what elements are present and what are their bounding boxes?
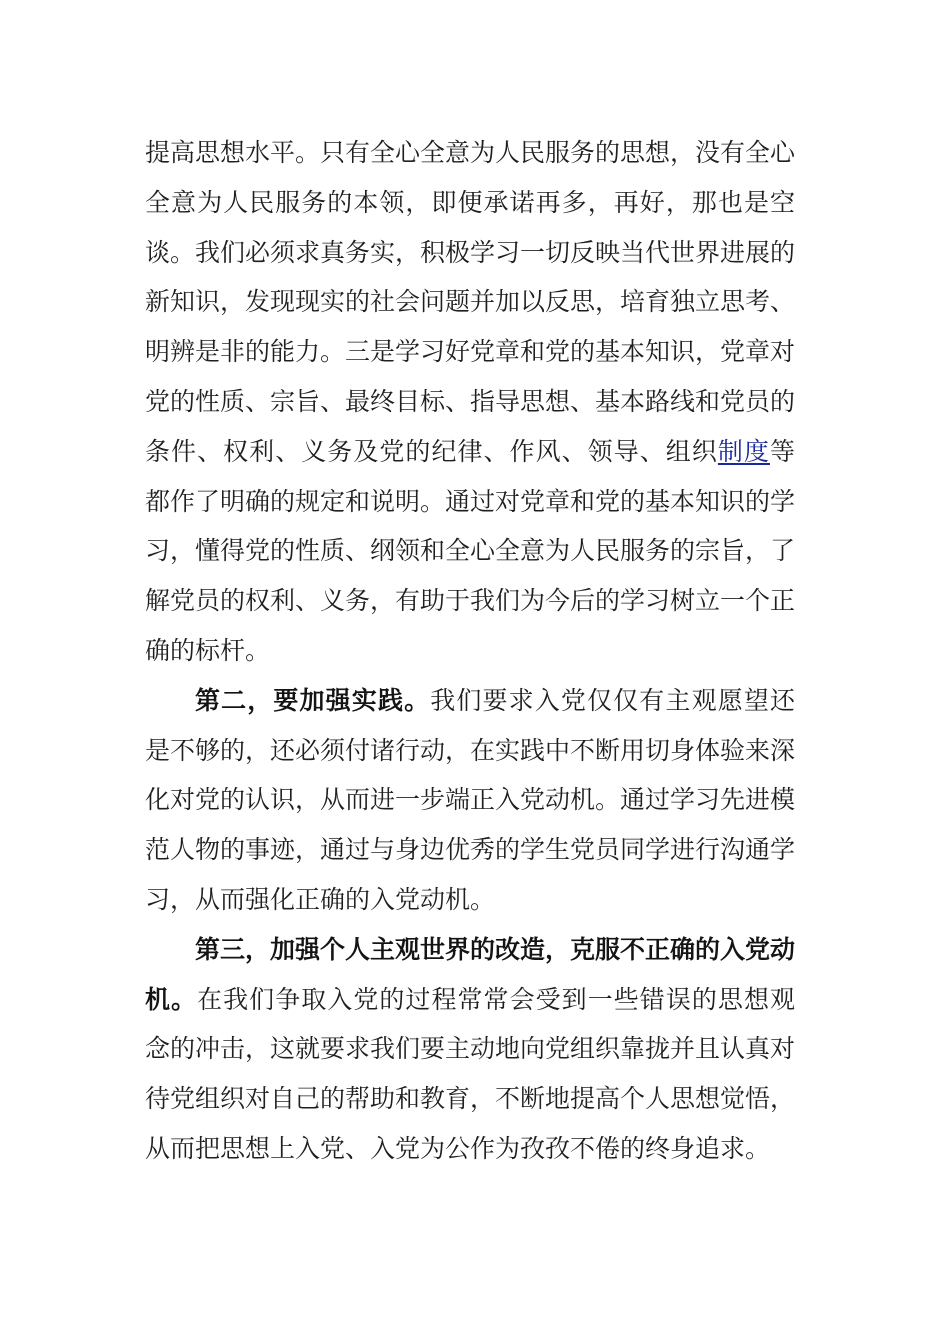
paragraph-self-improvement (145, 925, 795, 1174)
paragraph-text: 等都作了明确的规定和说明。通过对党章和党的基本知识的学习，懂得党的性质、纲领和全心全意为人民服务的宗旨，了解党员的权利、义务，有助于我们为今后的学习树立一个正确的标杆。 (145, 436, 796, 665)
paragraph-text: 我们要求入党仅仅有主观愿望还是不够的，还必须付诸行动，在实践中不断用切身体验来深化对党的认识，从而进一步端正入党动机。通过学习先进模范人物的事迹，通过与身边优秀的学生党员同学进行沟通学习，从而强化正确的入党动机。 (145, 685, 796, 914)
document-body (145, 128, 795, 1174)
paragraph-text: 提高思想水平。只有全心全意为人民服务的思想，没有全心全意为人民服务的本领，即便承诺再多，再好，那也是空谈。我们必须求真务实，积极学习一切反映当代世界进展的新知识，发现现实的社会问题并加以反思，培育独立思考、明辨是非的能力。三是学习好党章和党的基本知识，党章对党的性质、宗旨、最终目标、指导思想、基本路线和党员的条件、权利、义务及党的纪律、作风、领导、组织 (145, 138, 796, 466)
paragraph-practice (145, 676, 795, 925)
paragraph-heading: 第三，加强个人主观世界的改造，克服不正确的入党动机。 (145, 934, 796, 1014)
system-link[interactable]: 制度 (717, 436, 770, 466)
paragraph-text: 在我们争取入党的过程常常会受到一些错误的思想观念的冲击，这就要求我们要主动地向党组织靠拢并且认真对待党组织对自己的帮助和教育，不断地提高个人思想觉悟，从而把思想上入党、入党为公作为孜孜不倦的终身追求。 (145, 984, 796, 1163)
paragraph-heading: 第二，要加强实践。 (195, 685, 431, 715)
paragraph-study-party-constitution (145, 128, 795, 676)
